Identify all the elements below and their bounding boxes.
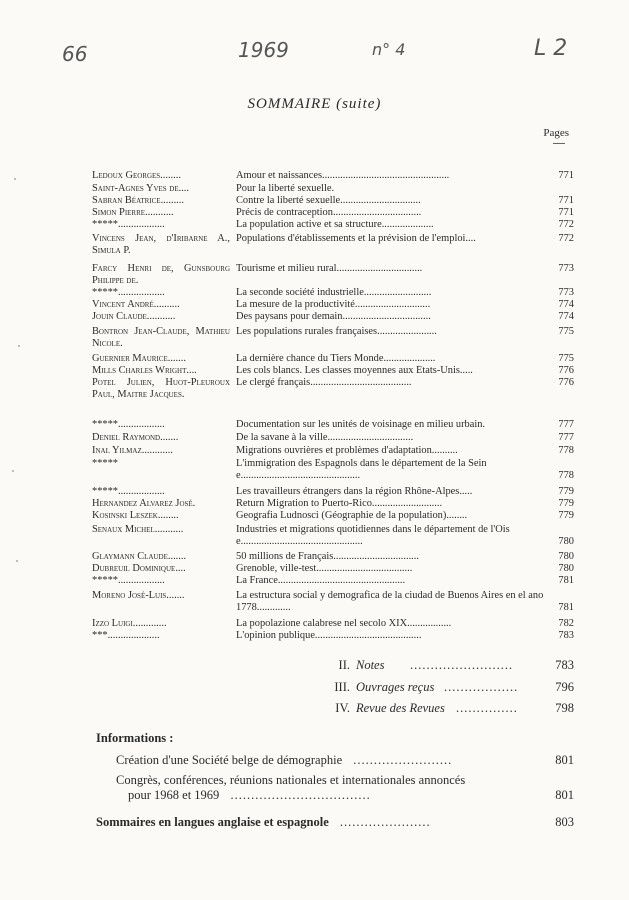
entry-page: 773 — [558, 263, 574, 274]
entry-page: 781 — [558, 602, 574, 613]
entry-author: *****.................. — [92, 419, 165, 430]
scan-speck — [16, 560, 18, 562]
entry-title: Return Migration to Puerto-Rico........................... — [236, 498, 443, 509]
entry-author: Kosinski Leszek........ — [92, 510, 179, 521]
entry-page: 777 — [558, 432, 574, 443]
entry-author: Guernier Maurice....... — [92, 353, 186, 364]
entry-title: Contre la liberté sexuelle............................... — [236, 195, 421, 206]
entry-title: Les populations rurales françaises....................... — [236, 326, 437, 337]
entry-page: 771 — [558, 207, 574, 218]
entry-title: Amour et naissances................................................. — [236, 170, 450, 181]
entry-page: 772 — [558, 233, 574, 244]
info-dots: .................................. — [230, 788, 371, 802]
section-label: Ouvrages reçus — [356, 680, 435, 694]
entry-author: Vincent André.......... — [92, 299, 180, 310]
entry-page: 780 — [558, 536, 574, 547]
entry-page: 778 — [558, 445, 574, 456]
info-text-line1: Congrès, conférences, réunions nationales et internationales annoncés — [116, 773, 466, 787]
entry-author: Ledoux Georges........ — [92, 170, 181, 181]
pages-column-header: Pages — [543, 127, 569, 139]
sommaires-page: 803 — [555, 815, 574, 829]
entry-title: Populations d'établissements et la prévision de l'emploi.... — [236, 233, 476, 244]
section-label: Notes — [356, 658, 385, 672]
entry-page: 781 — [558, 575, 574, 586]
entry-title: Migrations ouvrières et problèmes d'adaptation.......... — [236, 445, 458, 456]
entry-page: 773 — [558, 287, 574, 298]
entry-title: La population active et sa structure.................... — [236, 219, 434, 230]
entry-title: Geografia Ludnosci (Géographie de la population)........ — [236, 510, 468, 521]
scan-speck — [12, 470, 14, 472]
entry-title: Industries et migrations quotidiennes dans le département de l'Oise............................................... — [236, 524, 510, 548]
entry-page: 783 — [558, 630, 574, 641]
entry-author: Deniel Raymond....... — [92, 432, 179, 443]
entry-author: ***** — [92, 458, 118, 469]
entry-title: L'opinion publique......................................... — [236, 630, 422, 641]
entry-page: 782 — [558, 618, 574, 629]
info-dots: ........................ — [353, 753, 453, 767]
info-text: Création d'une Société belge de démographie — [116, 753, 343, 767]
entry-author: Dubreuil Dominique.... — [92, 563, 186, 574]
sommaires-text: Sommaires en langues anglaise et espagnole — [96, 815, 329, 829]
entry-title: Pour la liberté sexuelle. — [236, 183, 335, 194]
handwritten-issue: n° 4 — [372, 40, 406, 59]
entry-author: Glaymann Claude....... — [92, 551, 187, 562]
entry-title: La estructura social y demografica de la ciudad de Buenos Aires en el ano 1778............. — [236, 590, 544, 614]
entry-page: 780 — [558, 563, 574, 574]
entry-title: L'immigration des Espagnols dans le département de la Seine.............................................. — [236, 458, 487, 482]
entry-title: De la savane à la ville................................. — [236, 432, 414, 443]
section-label: Revue des Revues — [356, 701, 445, 715]
info-text-line2: pour 1968 et 1969 — [128, 788, 220, 802]
entry-title: Les cols blancs. Les classes moyennes aux États-Unis..... — [236, 365, 473, 376]
entry-title: Les travailleurs étrangers dans la région Rhône-Alpes..... — [236, 486, 473, 497]
entry-page: 779 — [558, 510, 574, 521]
entry-author: *****.................. — [92, 575, 165, 586]
entry-author: Potel Julien, Huot-Pleuroux Paul, Maitre Jacques. — [92, 377, 230, 401]
handwritten-page-number: 66 — [62, 42, 88, 66]
info-item-2 — [116, 773, 574, 803]
entry-author: *****.................. — [92, 219, 165, 230]
page-title: SOMMAIRE (suite) — [247, 96, 382, 112]
entry-title: Le clergé français....................................... — [236, 377, 412, 388]
entry-title: La seconde société industrielle.......................... — [236, 287, 432, 298]
entry-title: La popolazione calabrese nel secolo XIX................. — [236, 618, 452, 629]
entry-author: Senaux Michel........... — [92, 524, 184, 535]
entry-author: Hernandez Alvarez José. — [92, 498, 196, 509]
entry-title: La France................................................. — [236, 575, 406, 586]
entry-page: 776 — [558, 365, 574, 376]
entry-title: La dernière chance du Tiers Monde.................... — [236, 353, 436, 364]
entry-page: 777 — [558, 419, 574, 430]
handwritten-code: L 2 — [534, 36, 568, 61]
section-dots: ......................... — [410, 658, 514, 672]
entry-page: 776 — [558, 377, 574, 388]
entry-page: 774 — [558, 311, 574, 322]
entry-page: 779 — [558, 486, 574, 497]
entry-page: 771 — [558, 195, 574, 206]
section-number: III. — [334, 680, 350, 694]
entry-author: Farcy Henri de, Gunsbourg Philippe de. — [92, 263, 230, 287]
entry-page: 772 — [558, 219, 574, 230]
entry-title: 50 millions de Français................................. — [236, 551, 419, 562]
section-number: II. — [338, 658, 350, 672]
entry-author: Simon Pierre........... — [92, 207, 174, 218]
entry-author: ***.................... — [92, 630, 160, 641]
entry-title: La mesure de la productivité............................. — [236, 299, 431, 310]
entry-author: Izzo Luigi............. — [92, 618, 167, 629]
section-number: IV. — [335, 701, 350, 715]
info-page: 801 — [555, 753, 574, 767]
entry-page: 778 — [558, 470, 574, 481]
informations-heading: Informations : — [96, 731, 174, 745]
section-dots: .................. — [444, 680, 519, 694]
entry-title: Grenoble, ville-test..................................... — [236, 563, 413, 574]
entry-author: Moreno José-Luis....... — [92, 590, 185, 601]
sommaires-row — [96, 815, 574, 830]
entry-author: *****.................. — [92, 287, 165, 298]
scan-speck — [18, 345, 20, 347]
entry-author: *****.................. — [92, 486, 165, 497]
section-dots: ............... — [456, 701, 518, 715]
entry-page: 780 — [558, 551, 574, 562]
scan-speck — [14, 178, 16, 180]
header-dash — [553, 143, 565, 144]
sommaires-dots: ...................... — [339, 815, 431, 829]
entry-author: Mills Charles Wright.... — [92, 365, 197, 376]
entry-page: 779 — [558, 498, 574, 509]
section-page: 783 — [555, 658, 574, 672]
entry-page: 775 — [558, 326, 574, 337]
entry-title: Des paysans pour demain.................................. — [236, 311, 431, 322]
handwritten-year: 1969 — [238, 38, 289, 62]
entry-author: Bontron Jean-Claude, Mathieu Nicole. — [92, 326, 230, 350]
info-page: 801 — [555, 788, 574, 802]
entry-title: Précis de contraception.................................. — [236, 207, 422, 218]
entry-title: Tourisme et milieu rural................................. — [236, 263, 423, 274]
entry-author: Jouin Claude........... — [92, 311, 176, 322]
entry-title: Documentation sur les unités de voisinage en milieu urbain. — [236, 419, 486, 430]
entry-page: 771 — [558, 170, 574, 181]
entry-author: Inal Yilmaz............ — [92, 445, 173, 456]
entry-author: Vincens Jean, d'Iribarne A., Simula P. — [92, 233, 230, 257]
section-page: 798 — [555, 701, 574, 715]
section-page: 796 — [555, 680, 574, 694]
entry-page: 775 — [558, 353, 574, 364]
entry-author: Saint-Agnes Yves de.... — [92, 183, 189, 194]
entry-page: 774 — [558, 299, 574, 310]
info-item-1 — [116, 753, 574, 768]
entry-author: Sabran Béatrice......... — [92, 195, 184, 206]
